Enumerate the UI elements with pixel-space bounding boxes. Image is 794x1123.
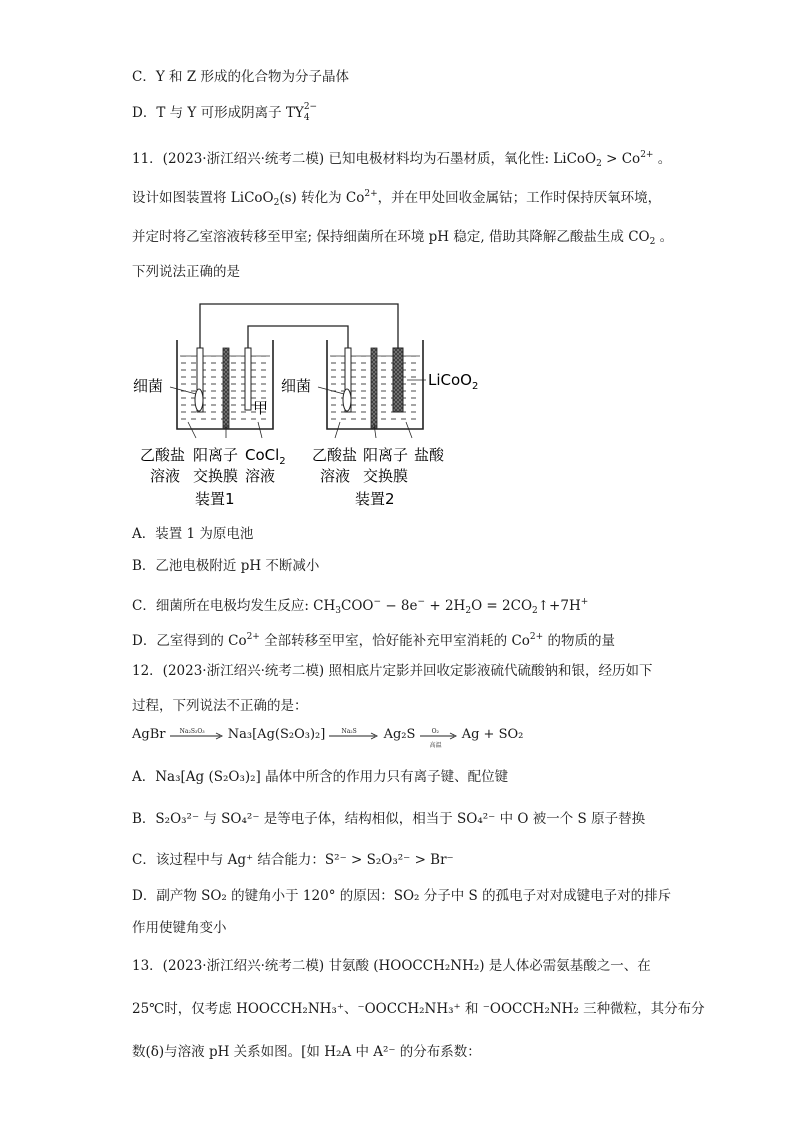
scheme-arrow1-label: Na₂S₂O₃ (179, 727, 205, 735)
label-membrane-2b: 交换膜 (363, 467, 409, 485)
label-acetate-1a: 乙酸盐 (140, 446, 186, 464)
label-cocl2b: 溶液 (245, 467, 276, 485)
option-c-q10: C．Y 和 Z 形成的化合物为分子晶体 (132, 69, 349, 85)
membrane-2 (371, 348, 377, 428)
label-jia: 甲 (253, 399, 269, 417)
label-device-1: 装置1 (195, 490, 235, 508)
q12-option-d-line1: D．副产物 SO₂ 的键角小于 120° 的原因：SO₂ 分子中 S 的孤电子对对成键电子对的排斥 (132, 888, 672, 904)
label-licoo2: LiCoO$_2$ (428, 371, 479, 392)
inner-wire (248, 326, 348, 348)
label-acetate-2a: 乙酸盐 (312, 446, 358, 464)
q12-option-d-line2: 作用使键角变小 (132, 920, 227, 936)
q11-stem-line1: 11．(2023·浙江绍兴·统考二模) 已知电极材料均为石墨材质，氧化性: LiCoO$_2$ > $Co^{2+}$ 。 (132, 150, 672, 169)
q11-stem-line3: 并定时将乙室溶液转移至甲室; 保持细菌所在环境 pH 稳定, 借助其降解乙酸盐生成 $CO_2$ 。 (132, 229, 674, 247)
label-membrane-2a: 阳离子 (363, 446, 409, 464)
scheme-arrow2-label: Na₂S (341, 727, 357, 735)
q13-stem-line2: 25℃时，仅考虑 HOOCCH₂NH₃⁺、⁻OOCCH₂NH₃⁺ 和 ⁻OOCCH₂NH₂ 三种微粒，其分布分 (132, 1001, 705, 1017)
label-bacteria-2: 细菌 (281, 377, 312, 395)
label-acetate-1b: 溶液 (150, 467, 181, 485)
electrode-1-right (245, 348, 251, 410)
label-membrane-1a: 阳离子 (193, 446, 239, 464)
label-bacteria-1: 细菌 (133, 377, 164, 395)
q12-option-a: A．Na₃[Ag (S₂O₃)₂] 晶体中所含的作用力只有离子键、配位键 (132, 769, 509, 785)
bacteria-blob-2 (343, 389, 351, 411)
scheme-ag2s: Ag₂S (383, 727, 416, 742)
q13-stem-line3: 数(δ)与溶液 pH 关系如图。[如 H₂A 中 A²⁻ 的分布系数： (132, 1044, 481, 1060)
electrolysis-figure (0, 290, 794, 520)
label-membrane-1b: 交换膜 (193, 467, 239, 485)
q11-stem-line4: 下列说法正确的是 (132, 264, 240, 280)
scheme-arrow3-condition: 高温 (429, 741, 442, 749)
scheme-products: Ag + SO₂ (461, 727, 524, 742)
licoo2-electrode (393, 348, 403, 412)
q13-stem-line1: 13．(2023·浙江绍兴·统考二模) 甘氨酸 (HOOCCH₂NH₂) 是人体必需氨基酸之一、在 (132, 958, 651, 974)
option-d-q10: D．T 与 Y 可形成阴离子 TY 2− 4 (132, 102, 318, 123)
q11-option-d: D．乙室得到的 $Co^{2+}$ 全部转移至甲室，恰好能补充甲室消耗的 $Co^{2+}$ 的物质的量 (132, 632, 615, 649)
q11-stem-line2: 设计如图装置将 LiCoO$_2$(s) 转化为 $Co^{2+}$，并在甲处回收金属钴；工作时保持厌氧环境， (132, 189, 662, 208)
q11-option-a: A．装置 1 为原电池 (132, 526, 254, 542)
label-acetate-2b: 溶液 (320, 467, 351, 485)
scheme-complex: Na₃[Ag(S₂O₃)₂] (227, 727, 326, 742)
q11-option-b: B．乙池电极附近 pH 不断减小 (132, 558, 320, 574)
label-cocl2a: CoCl$_2$ (245, 446, 286, 467)
q12-stem-line2: 过程，下列说法不正确的是： (132, 698, 308, 714)
scheme-agbr: AgBr (132, 727, 166, 742)
q12-scheme (132, 726, 524, 749)
q12-stem-line1: 12．(2023·浙江绍兴·统考二模) 照相底片定影并回收定影液硫代硫酸钠和银，经历如下 (132, 663, 653, 679)
membrane-1 (223, 348, 229, 428)
label-hcl: 盐酸 (414, 446, 445, 464)
label-device-2: 装置2 (355, 490, 395, 508)
bacteria-blob-1 (195, 389, 203, 411)
q12-option-c: C．该过程中与 Ag⁺ 结合能力：S²⁻ > S₂O₃²⁻ > Br⁻ (132, 852, 454, 868)
q12-option-b: B．S₂O₃²⁻ 与 SO₄²⁻ 是等电子体，结构相似，相当于 SO₄²⁻ 中 O 被一个 S 原子替换 (132, 811, 646, 827)
q11-option-c: C．细菌所在电极均发生反应: $CH_3COO^- - 8e^- + 2H_2O$ = $2CO_2↑+7H^+$ (132, 597, 589, 616)
scheme-arrow3-label: O₂ (431, 727, 439, 735)
